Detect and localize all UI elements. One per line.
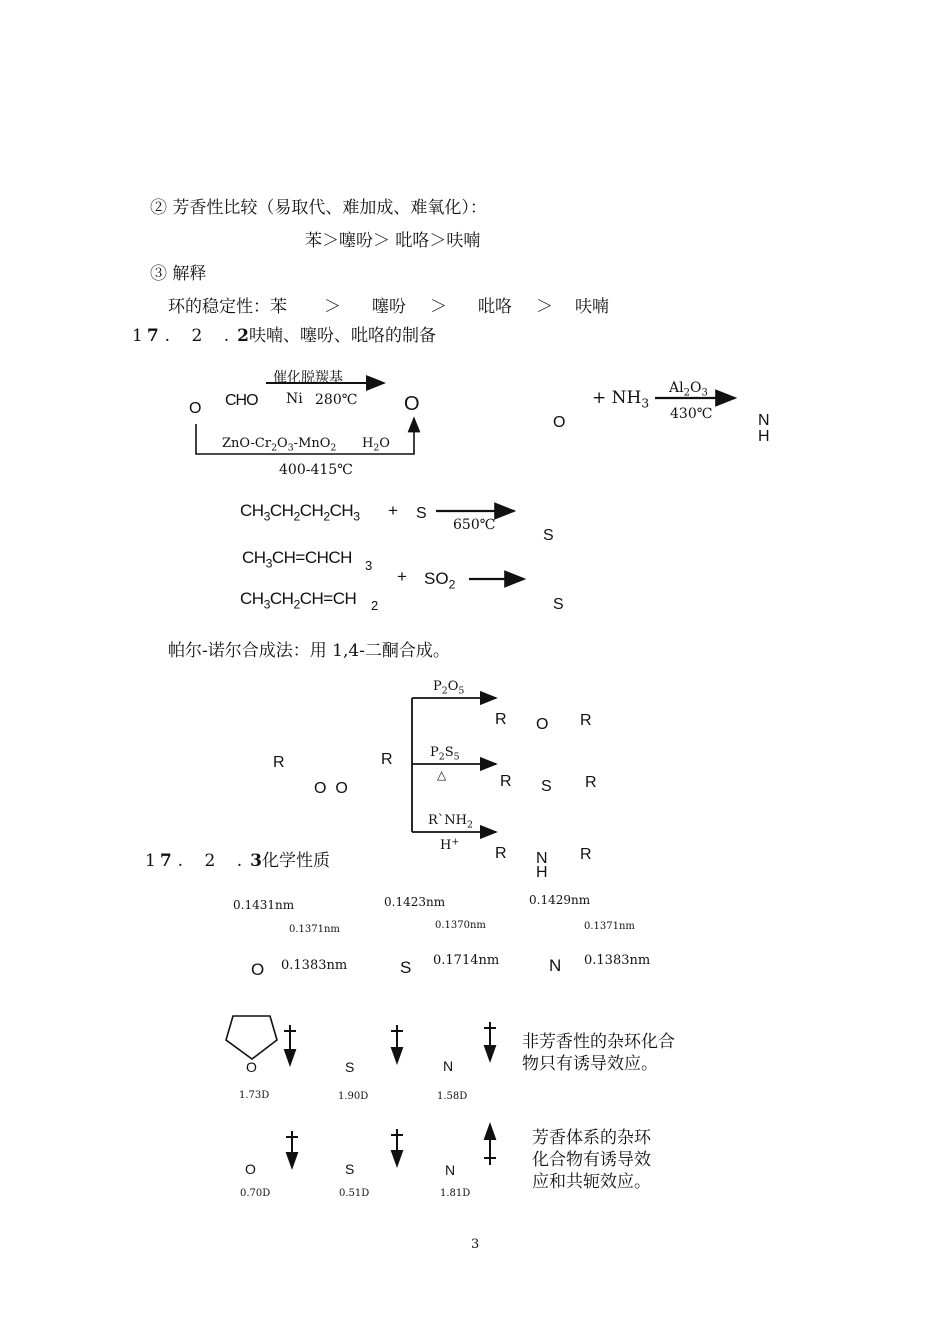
pyrrole-n-dipole: N [445,1162,456,1178]
dipole-arrow [286,1131,298,1167]
aromaticity-order: 苯＞噻吩＞ 吡咯＞呋喃 [305,231,481,251]
stability-furan: 呋喃 [575,297,609,317]
butene1-formula: $CH_3CH=CHCH$ [242,548,352,571]
thiophene-plus-s: + [388,501,398,520]
furan-dipole-value: 0.70D [240,1188,271,1199]
furan-o: O [536,716,549,733]
page-number: 3 [471,1237,480,1252]
reagent-acid: H+ [440,836,460,853]
stability-gt: ＞ [536,297,553,317]
butene1-tail: 3 [365,558,373,573]
sulfur-reagent: S [416,505,427,522]
pyrrole-r2: R [580,846,592,863]
furan-catalyst-bottom: ZnO-$Cr_2O_3-MnO_2$ [222,436,337,454]
thf-ring [226,1016,277,1059]
thiolane-s: S [345,1059,355,1075]
furan-r2: R [580,712,592,729]
pyrrole-n: N [536,850,548,867]
thf-o: O [246,1059,257,1075]
stability-label: 环的稳定性：苯 [168,297,287,317]
section-heading-1722: 1 7 . 2 .2呋喃、噻吩、吡咯的制备 [132,326,436,346]
furan-bond-top: 0.1431nm [233,898,295,912]
pyrrole-nh: H [536,864,548,881]
thiophene-s: S [541,778,552,795]
pyrrole-prep-o: O [553,414,566,431]
butene2-formula: $CH_3CH_2CH=CH$ [240,589,357,612]
thiophene-bond-mid: 0.1370nm [435,920,486,931]
dipole-arrow [391,1025,403,1062]
dipole-arrow [284,1025,296,1064]
pyrrole-dipole-value: 1.81D [440,1188,471,1199]
pyrrolidine-n: N [443,1058,454,1074]
butene2-tail: 2 [371,598,379,613]
aromaticity-heading: ② 芳香性比较（易取代、难加成、难氧化）： [150,198,487,218]
pyrrole-bond-ring: 0.1383nm [584,953,651,968]
thiophene-product-s1: S [543,527,554,544]
stability-pyrrole: 吡咯 [478,297,512,317]
so2-reagent: $SO_2$ [424,569,456,592]
thiophene-dipole-value: 0.51D [339,1188,370,1199]
diketone-r-right: R [381,751,393,768]
reagent-p2o5: $P_2O_5$ [433,679,465,697]
furan-heteroatom: O [251,960,265,979]
furan-product-o: O [404,393,420,415]
pyrrole-bond-top: 0.1429nm [529,893,591,907]
aromatic-note-line2: 化合物有诱导效 [532,1150,651,1169]
furan-r1: R [495,711,507,728]
pyrrolidine-dipole: 1.58D [437,1091,468,1102]
thiolane-dipole: 1.90D [338,1091,369,1102]
pyrrole-temp: 430℃ [670,406,713,422]
furan-temp-bottom: 400-415℃ [279,462,353,478]
thiophene-temp: 650℃ [453,517,496,533]
pyrrole-plus-nh3: + $NH_3$ [592,388,650,411]
pyrrole-heteroatom: N [549,956,562,975]
reagent-amine: $R`NH_2$ [428,813,473,831]
paal-knorr-caption: 帕尔-诺尔合成法：用 1,4-二酮合成。 [168,641,450,661]
diketone-r-left: R [273,754,285,771]
section-heading-1723: 1 7 . 2 .3化学性质 [145,851,330,871]
pyrrole-h: H [758,428,770,445]
dipole-arrow [484,1022,496,1060]
dipole-arrow-reversed [484,1125,496,1165]
thiophene-s-dipole: S [345,1161,355,1177]
stability-thiophene: 噻吩 [372,297,406,317]
thiophene-bond-top: 0.1423nm [384,895,446,909]
aromatic-note-line3: 应和共轭效应。 [532,1172,651,1191]
pyrrole-bond-mid: 0.1371nm [584,921,635,932]
thf-dipole: 1.73D [239,1090,270,1101]
furan-bond-ring: 0.1383nm [281,958,348,973]
dipole-arrow [391,1129,403,1165]
thiophene-r2: R [585,774,597,791]
so2-plus: + [397,567,407,586]
furfural-o: O [189,400,202,417]
aromatic-note-line1: 芳香体系的杂环 [532,1128,651,1147]
pyrrole-r1: R [495,845,507,862]
stability-gt: ＞ [324,297,341,317]
furan-catalyst-top: 催化脱羰基 [273,370,343,386]
furfural-cho: CHO [225,392,258,409]
furan-temp-top: 280℃ [315,392,358,408]
pyrrole-n: N [758,412,770,429]
thiophene-r1: R [500,773,512,790]
saturated-note-line1: 非芳香性的杂环化合 [522,1032,675,1051]
saturated-note-line2: 物只有诱导效应。 [522,1054,658,1073]
furan-ni: Ni [286,391,303,407]
pyrrole-al2o3: $Al_2O_3$ [669,380,708,399]
furan-o-dipole: O [245,1161,256,1177]
butane-formula: $CH_3CH_2CH_2CH_3$ [240,501,360,524]
diketone-oo: O O [314,780,348,797]
furan-h2o: $H_2O$ [362,436,390,454]
thiophene-heteroatom: S [400,958,412,977]
stability-gt: ＞ [430,297,447,317]
furan-bond-mid: 0.1371nm [289,924,340,935]
reagent-heat: △ [437,768,447,782]
explain-heading: ③ 解释 [150,264,207,284]
thiophene-bond-ring: 0.1714nm [433,953,500,968]
reagent-p2s5: $P_2S_5$ [430,745,460,763]
thiophene-product-s2: S [553,596,564,613]
